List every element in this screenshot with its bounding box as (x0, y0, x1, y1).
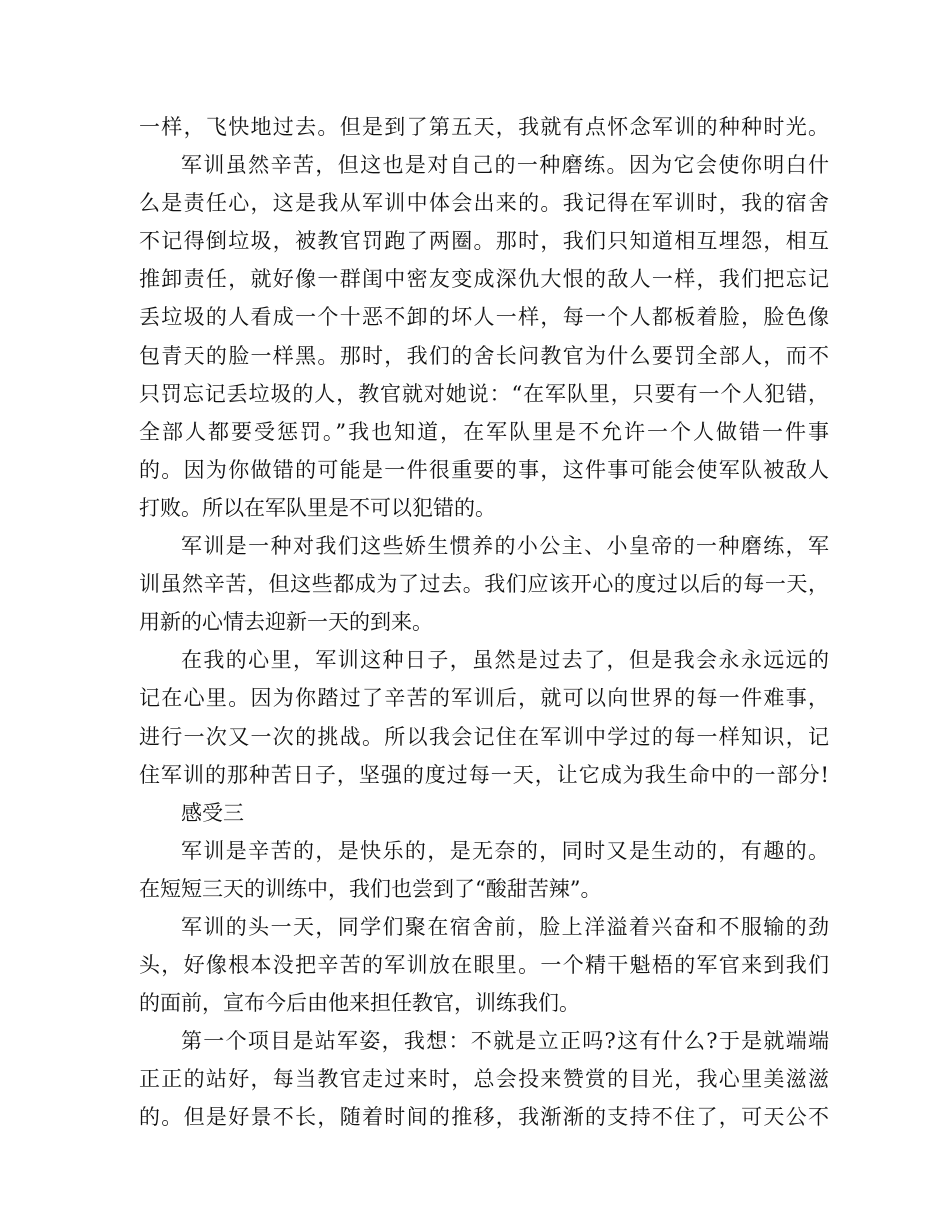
text-line: 推卸责任，就好像一群闺中密友变成深仇大恨的敌人一样，我们把忘记 (139, 267, 829, 292)
paragraph-start: 第一个项目是站军姿，我想：不就是立正吗?这有什么?于是就端端 (181, 1029, 829, 1054)
text-line: 么是责任心，这是我从军训中体会出来的。我记得在军训时，我的宿舍 (139, 191, 829, 216)
text-line: 正正的站好，每当教官走过来时，总会投来赞赏的目光，我心里美滋滋 (139, 1067, 829, 1092)
paragraph-start: 在我的心里，军训这种日子，虽然是过去了，但是我会永永远远的 (181, 648, 829, 673)
paragraph-end: 在短短三天的训练中，我们也尝到了“酸甜苦辣”。 (139, 876, 602, 901)
paragraph-end: 的面前，宣布今后由他来担任教官，训练我们。 (139, 991, 580, 1016)
section-heading: 感受三 (181, 800, 244, 825)
text-line: 记在心里。因为你踏过了辛苦的军训后，就可以向世界的每一件难事， (139, 686, 829, 711)
paragraph-start: 军训的头一天，同学们聚在宿舍前，脸上洋溢着兴奋和不服输的劲 (181, 914, 829, 939)
paragraph-start: 军训是辛苦的，是快乐的，是无奈的，同时又是生动的，有趣的。 (181, 838, 829, 863)
text-line: 不记得倒垃圾，被教官罚跑了两圈。那时，我们只知道相互埋怨，相互 (139, 229, 829, 254)
text-line: 训虽然辛苦，但这些都成为了过去。我们应该开心的度过以后的每一天， (139, 572, 829, 597)
paragraph-start: 军训是一种对我们这些娇生惯养的小公主、小皇帝的一种磨练，军 (181, 534, 829, 559)
text-line: 丢垃圾的人看成一个十恶不卸的坏人一样，每一个人都板着脸，脸色像 (139, 305, 829, 330)
paragraph-end: 打败。所以在军队里是不可以犯错的。 (139, 495, 496, 520)
text-line: 只罚忘记丢垃圾的人，教官就对她说：“在军队里，只要有一个人犯错， (139, 381, 829, 406)
paragraph-end: 用新的心情去迎新一天的到来。 (139, 610, 433, 635)
text-line: 的。但是好景不长，随着时间的推移，我渐渐的支持不住了，可天公不 (139, 1105, 829, 1130)
text-line: 住军训的那种苦日子，坚强的度过每一天，让它成为我生命中的一部分! (139, 762, 829, 787)
text-line: 进行一次又一次的挑战。所以我会记住在军训中学过的每一样知识，记 (139, 724, 829, 749)
text-line: 头，好像根本没把辛苦的军训放在眼里。一个精干魁梧的军官来到我们 (139, 953, 829, 978)
text-line: 包青天的脸一样黑。那时，我们的舍长问教官为什么要罚全部人，而不 (139, 343, 829, 368)
paragraph-start: 军训虽然辛苦，但这也是对自己的一种磨练。因为它会使你明白什 (181, 153, 829, 178)
essay-body (139, 108, 829, 1137)
text-line: 的。因为你做错的可能是一件很重要的事，这件事可能会使军队被敌人 (139, 457, 829, 482)
text-line: 全部人都要受惩罚。”我也知道，在军队里是不允许一个人做错一件事 (139, 419, 829, 444)
text-line: 一样，飞快地过去。但是到了第五天，我就有点怀念军训的种种时光。 (139, 115, 829, 139)
